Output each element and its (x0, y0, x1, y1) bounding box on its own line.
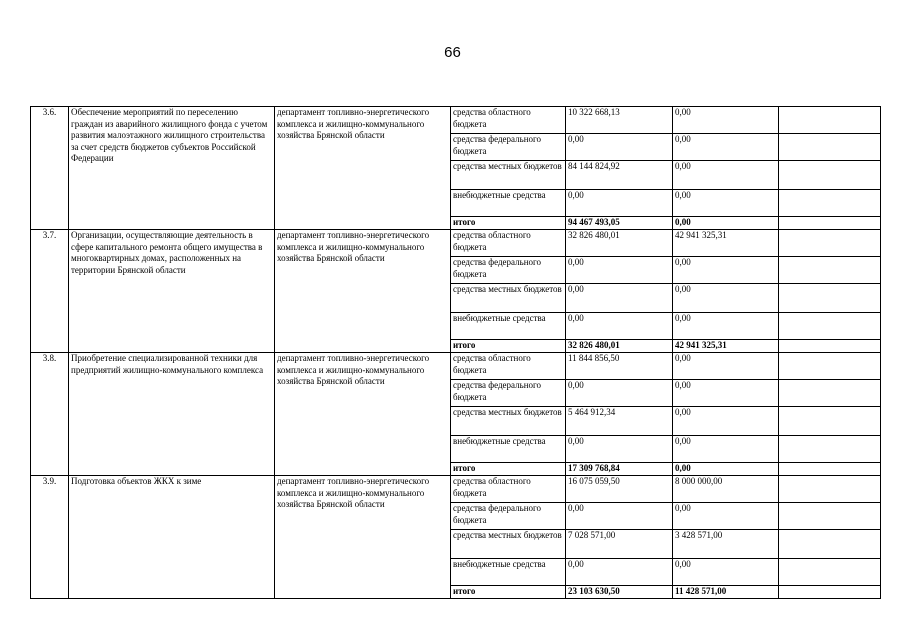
amount-value: 0,00 (673, 190, 779, 217)
table-row (31, 353, 881, 380)
section-department: департамент топливно-энергетического комплекса и жилищно-коммунального хозяйства Брянской области (275, 476, 451, 599)
amount-value: 17 309 768,84 (566, 463, 673, 476)
section-department: департамент топливно-энергетического комплекса и жилищно-коммунального хозяйства Брянской области (275, 107, 451, 230)
table-row (31, 107, 881, 134)
amount-value (779, 340, 881, 353)
section-title: Подготовка объектов ЖКХ к зиме (69, 476, 275, 599)
amount-value: 0,00 (673, 407, 779, 436)
amount-value: 0,00 (673, 284, 779, 313)
amount-value: 0,00 (673, 313, 779, 340)
table-row (31, 230, 881, 257)
amount-value: 0,00 (673, 161, 779, 190)
amount-value (779, 586, 881, 599)
funding-source: итого (451, 217, 566, 230)
amount-value: 42 941 325,31 (673, 230, 779, 257)
table-row (31, 476, 881, 503)
amount-value: 0,00 (566, 257, 673, 284)
funding-source: итого (451, 586, 566, 599)
amount-value (779, 380, 881, 407)
amount-value: 0,00 (673, 134, 779, 161)
amount-value (779, 107, 881, 134)
amount-value: 0,00 (673, 257, 779, 284)
amount-value: 0,00 (566, 284, 673, 313)
amount-value: 32 826 480,01 (566, 230, 673, 257)
amount-value: 0,00 (566, 313, 673, 340)
amount-value: 0,00 (673, 380, 779, 407)
section-department: департамент топливно-энергетического комплекса и жилищно-коммунального хозяйства Брянской области (275, 353, 451, 476)
amount-value (779, 559, 881, 586)
funding-source: средства областного бюджета (451, 107, 566, 134)
amount-value: 8 000 000,00 (673, 476, 779, 503)
section-title: Приобретение специализированной техники для предприятий жилищно-коммунального комплекса (69, 353, 275, 476)
funding-source: средства федерального бюджета (451, 134, 566, 161)
amount-value: 0,00 (673, 217, 779, 230)
section-number: 3.7. (31, 230, 69, 353)
funding-source: внебюджетные средства (451, 190, 566, 217)
amount-value: 0,00 (673, 353, 779, 380)
amount-value: 84 144 824,92 (566, 161, 673, 190)
amount-value (779, 257, 881, 284)
funding-source: средства местных бюджетов (451, 161, 566, 190)
amount-value: 94 467 493,05 (566, 217, 673, 230)
amount-value (779, 407, 881, 436)
amount-value: 3 428 571,00 (673, 530, 779, 559)
amount-value: 11 428 571,00 (673, 586, 779, 599)
amount-value: 0,00 (566, 559, 673, 586)
funding-source: средства федерального бюджета (451, 257, 566, 284)
amount-value (779, 217, 881, 230)
amount-value: 0,00 (673, 463, 779, 476)
amount-value: 10 322 668,13 (566, 107, 673, 134)
funding-source: средства областного бюджета (451, 353, 566, 380)
funding-source: средства областного бюджета (451, 230, 566, 257)
page-number: 66 (444, 44, 461, 61)
amount-value: 0,00 (673, 107, 779, 134)
amount-value: 23 103 630,50 (566, 586, 673, 599)
funding-source: средства местных бюджетов (451, 530, 566, 559)
amount-value: 0,00 (566, 380, 673, 407)
amount-value (779, 353, 881, 380)
amount-value: 7 028 571,00 (566, 530, 673, 559)
amount-value (779, 463, 881, 476)
amount-value: 32 826 480,01 (566, 340, 673, 353)
amount-value: 42 941 325,31 (673, 340, 779, 353)
budget-table (30, 106, 881, 599)
amount-value: 0,00 (566, 190, 673, 217)
amount-value: 16 075 059,50 (566, 476, 673, 503)
funding-source: внебюджетные средства (451, 436, 566, 463)
amount-value: 5 464 912,34 (566, 407, 673, 436)
funding-source: средства областного бюджета (451, 476, 566, 503)
funding-source: внебюджетные средства (451, 313, 566, 340)
amount-value (779, 284, 881, 313)
funding-source: средства местных бюджетов (451, 407, 566, 436)
amount-value (779, 530, 881, 559)
amount-value (779, 190, 881, 217)
amount-value (779, 436, 881, 463)
section-number: 3.8. (31, 353, 69, 476)
amount-value (779, 161, 881, 190)
section-title: Обеспечение мероприятий по переселению граждан из аварийного жилищного фонда с учетом развития малоэтажного жилищного строительства за счет средств бюджетов субъектов Российской Федерации (69, 107, 275, 230)
funding-source: средства федерального бюджета (451, 503, 566, 530)
funding-source: средства местных бюджетов (451, 284, 566, 313)
funding-source: итого (451, 340, 566, 353)
funding-source: итого (451, 463, 566, 476)
amount-value (779, 313, 881, 340)
budget-table-body (31, 107, 881, 599)
amount-value: 0,00 (673, 559, 779, 586)
amount-value: 0,00 (673, 503, 779, 530)
amount-value (779, 503, 881, 530)
funding-source: внебюджетные средства (451, 559, 566, 586)
amount-value: 0,00 (673, 436, 779, 463)
amount-value (779, 134, 881, 161)
funding-source: средства федерального бюджета (451, 380, 566, 407)
section-department: департамент топливно-энергетического комплекса и жилищно-коммунального хозяйства Брянской области (275, 230, 451, 353)
amount-value: 0,00 (566, 503, 673, 530)
section-number: 3.6. (31, 107, 69, 230)
amount-value (779, 230, 881, 257)
section-number: 3.9. (31, 476, 69, 599)
amount-value: 0,00 (566, 134, 673, 161)
amount-value: 11 844 856,50 (566, 353, 673, 380)
amount-value: 0,00 (566, 436, 673, 463)
section-title: Организации, осуществляющие деятельность в сфере капитального ремонта общего имущества в многоквартирных домах, расположенных на территории Брянской области (69, 230, 275, 353)
amount-value (779, 476, 881, 503)
